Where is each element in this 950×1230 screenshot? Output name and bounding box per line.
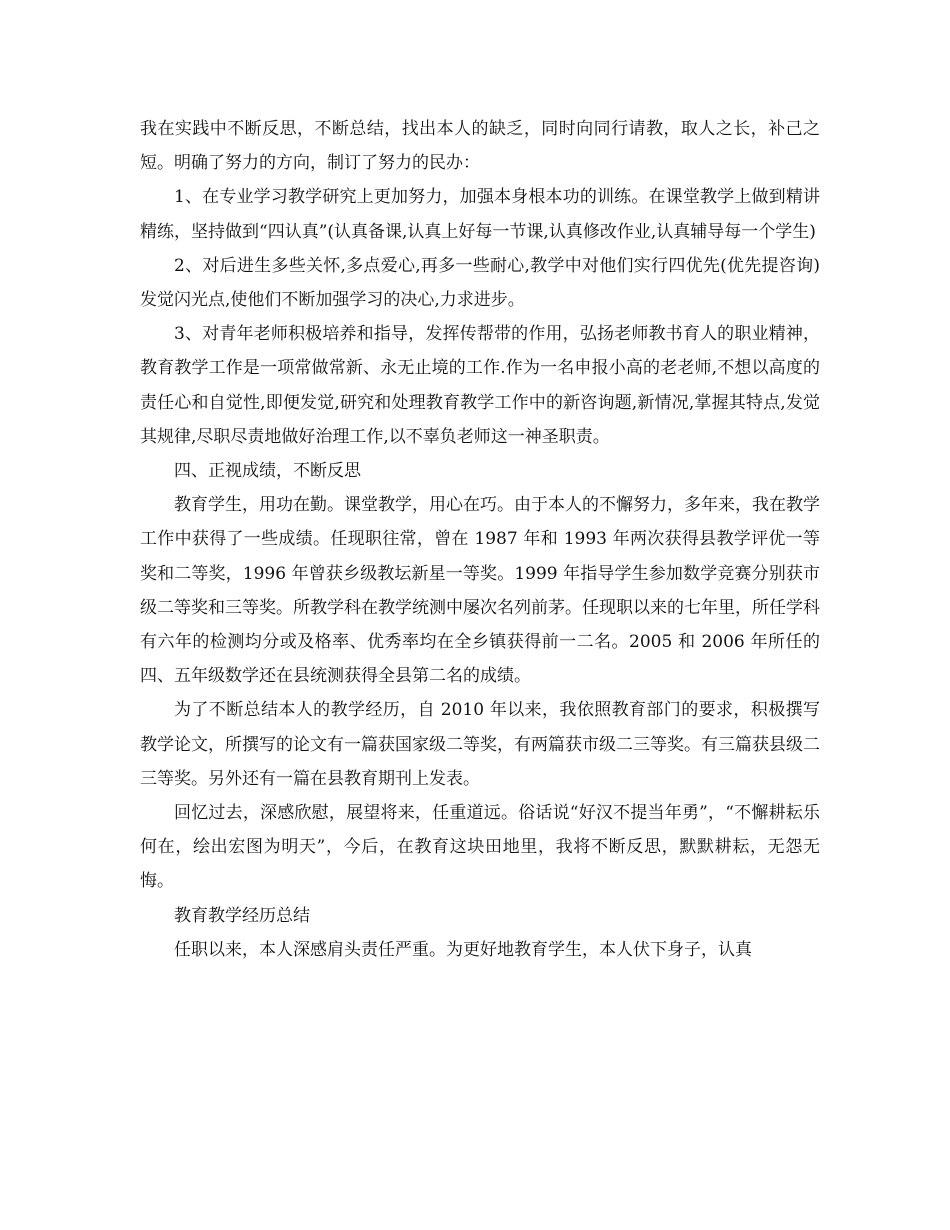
paragraph-outlook: 回忆过去，深感欣慰，展望将来，任重道远。俗话说“好汉不提当年勇”，“不懈耕耘乐何在，绘出宏图为明天”，今后，在教育这块田地里，我将不断反思，默默耕耘，无怨无悔。 — [140, 803, 820, 892]
paragraph-papers: 为了不断总结本人的教学经历，自 2010 年以来，我依照教育部门的要求，积极撰写教学论文，所撰写的论文有一篇获国家级二等奖，有两篇获市级二三等奖。有三篇获县级二三等奖。另外还有一篇在县教育期刊上发表。 — [140, 700, 820, 789]
paragraph-item-2: 2、对后进生多些关怀,多点爱心,再多一些耐心,教学中对他们实行四优先(优先提咨询)发觉闪光点,使他们不断加强学习的决心,力求进步。 — [140, 255, 820, 311]
document-body — [140, 112, 820, 967]
paragraph-achievements: 教育学生，用功在勤。课堂教学，用心在巧。由于本人的不懈努力，多年来，我在教学工作中获得了一些成绩。任现职往常，曾在 1987 年和 1993 年两次获得县教学评优一等奖和二等奖，1996 年曾获乡级教坛新星一等奖。1999 年指导学生参加数学竞赛分别获市级二等奖和三等奖。所教学科在教学统测中屡次名列前茅。任现职以来的七年里，所任学科有六年的检测均分或及格率、优秀率均在全乡镇获得前一二名。2005 和 2006 年所任的四、五年级数学还在县统测获得全县第二名的成绩。 — [140, 495, 820, 687]
section-title-summary: 教育教学经历总结 — [174, 905, 310, 926]
paragraph-reflection-intro: 我在实践中不断反思，不断总结，找出本人的缺乏，同时向同行请教，取人之长，补己之短。明确了努力的方向，制订了努力的民办： — [140, 119, 820, 174]
paragraph-item-3: 3、对青年老师积极培养和指导，发挥传帮带的作用，弘扬老师教书育人的职业精神，教育教学工作是一项常做常新、永无止境的工作.作为一名申报小高的老老师,不想以高度的责任心和自觉性,即便发觉,研究和处理教育教学工作中的新咨询题,新情况,掌握其特点,发觉其规律,尽职尽责地做好治理工作,以不辜负老师这一神圣职责。 — [140, 324, 820, 447]
section-heading-4: 四、正视成绩，不断反思 — [174, 461, 361, 482]
paragraph-item-1: 1、在专业学习教学研究上更加努力，加强本身根本功的训练。在课堂教学上做到精讲精练，坚持做到“四认真”(认真备课,认真上好每一节课,认真修改作业,认真辅导每一个学生) — [140, 187, 820, 242]
paragraph-summary-start: 任职以来，本人深感肩头责任严重。为更好地教育学生，本人伏下身子，认真 — [174, 939, 752, 960]
